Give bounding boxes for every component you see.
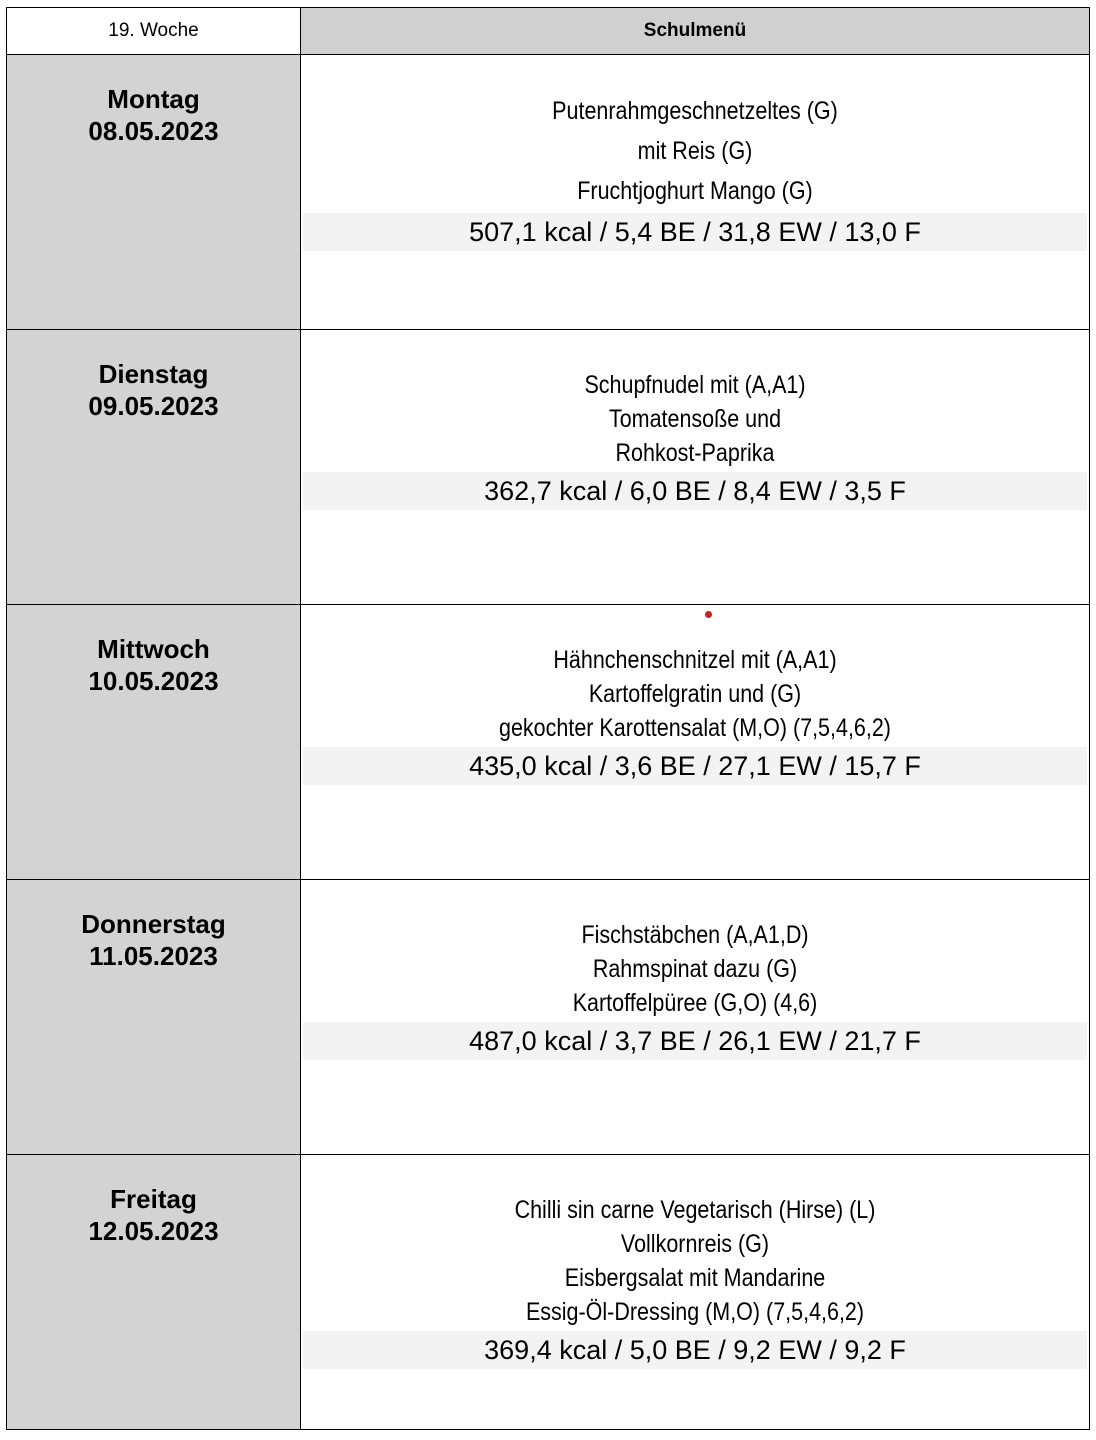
menu-cell [301,1155,1090,1430]
week-label: 19. Woche [7,8,301,55]
nutrition-info: 487,0 kcal / 3,7 BE / 26,1 EW / 21,7 F [303,1022,1087,1060]
dish-item: gekochter Karottensalat (M,O) (7,5,4,6,2) [499,714,891,742]
dish-item: Hähnchenschnitzel mit (A,A1) [553,646,837,674]
dish-item: Kartoffelgratin und (G) [588,680,802,708]
dish-item: Fischstäbchen (A,A1,D) [581,921,809,949]
menu-cell [301,880,1090,1155]
day-row-tuesday [7,330,1090,605]
menu-cell [301,55,1090,330]
dish-item: Essig-Öl-Dressing (M,O) (7,5,4,6,2) [525,1298,865,1326]
nutrition-info: 435,0 kcal / 3,6 BE / 27,1 EW / 15,7 F [303,747,1087,785]
school-menu-table [6,7,1090,1430]
menu-cell [301,330,1090,605]
dish-list [301,91,1089,211]
nutrition-info: 507,1 kcal / 5,4 BE / 31,8 EW / 13,0 F [303,213,1087,251]
day-date: 08.05.2023 [88,116,219,146]
day-cell [7,880,301,1155]
menu-title: Schulmenü [301,8,1090,55]
dish-item: mit Reis (G) [637,137,753,165]
day-cell [7,330,301,605]
red-dot-marker [705,611,712,618]
dish-list [301,643,1089,745]
day-name: Mittwoch [97,634,210,664]
day-row-wednesday [7,605,1090,880]
day-cell [7,1155,301,1430]
day-name: Montag [107,84,200,114]
dish-list [301,1193,1089,1329]
dish-item: Rohkost-Paprika [615,439,775,467]
dish-item: Chilli sin carne Vegetarisch (Hirse) (L) [514,1196,876,1224]
dish-item: Kartoffelpüree (G,O) (4,6) [572,989,818,1017]
day-name: Dienstag [98,359,209,389]
day-date: 11.05.2023 [89,941,218,971]
dish-item: Eisbergsalat mit Mandarine [564,1264,826,1292]
day-date: 09.05.2023 [88,391,219,421]
dish-list [301,368,1089,470]
day-row-monday [7,55,1090,330]
day-name: Freitag [110,1184,197,1214]
nutrition-info: 362,7 kcal / 6,0 BE / 8,4 EW / 3,5 F [303,472,1087,510]
dish-item: Fruchtjoghurt Mango (G) [577,177,813,205]
day-cell [7,605,301,880]
dish-item: Vollkornreis (G) [620,1230,770,1258]
dish-item: Rahmspinat dazu (G) [592,955,798,983]
menu-cell [301,605,1090,880]
day-date: 10.05.2023 [88,666,219,696]
header-row [7,8,1090,55]
dish-item: Putenrahmgeschnetzeltes (G) [552,97,838,125]
day-row-friday [7,1155,1090,1430]
dish-list [301,918,1089,1020]
day-name: Donnerstag [81,909,226,939]
dish-item: Tomatensoße und [608,405,782,433]
nutrition-info: 369,4 kcal / 5,0 BE / 9,2 EW / 9,2 F [303,1331,1087,1369]
day-cell [7,55,301,330]
day-date: 12.05.2023 [88,1216,219,1246]
dish-item: Schupfnudel mit (A,A1) [584,371,806,399]
day-row-thursday [7,880,1090,1155]
